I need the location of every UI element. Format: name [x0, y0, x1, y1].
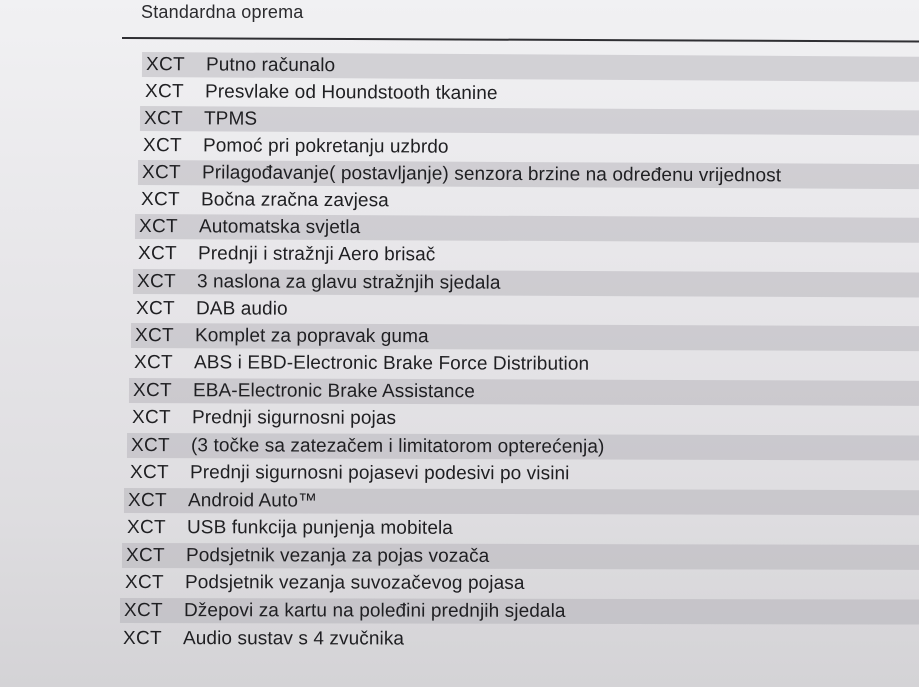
option-code: XCT [137, 270, 177, 292]
option-code: XCT [142, 134, 182, 156]
equipment-row [135, 214, 919, 243]
equipment-label: Bočna zračna zavjesa [200, 188, 389, 211]
equipment-label: Prilagođavanje( postavljanje) senzora brzine na određenu vrijednost [201, 161, 781, 186]
equipment-row [119, 626, 919, 652]
equipment-label: DAB audio [196, 297, 288, 319]
equipment-row [142, 52, 919, 82]
equipment-label: Audio sustav s 4 zvučnika [182, 627, 405, 649]
equipment-row [134, 241, 919, 270]
equipment-row [141, 79, 919, 109]
option-code: XCT [125, 571, 165, 593]
option-code: XCT [133, 351, 173, 373]
equipment-row [127, 433, 919, 461]
equipment-row [140, 106, 919, 135]
equipment-label: Podsjetnik vezanja za pojas vozača [186, 544, 490, 567]
equipment-row [120, 598, 919, 625]
equipment-row [123, 515, 919, 542]
equipment-row [131, 323, 919, 351]
equipment-row [129, 378, 919, 406]
equipment-label: Prednji sigurnosni pojasevi podesivi po visini [189, 461, 570, 484]
equipment-label: ABS i EBD-Electronic Brake Force Distribution [193, 352, 590, 375]
option-code: XCT [129, 461, 169, 483]
option-code: XCT [140, 188, 180, 210]
equipment-label: TPMS [203, 107, 258, 130]
option-code: XCT [127, 516, 167, 538]
option-code: XCT [145, 53, 185, 75]
equipment-label: EBA-Electronic Brake Assistance [192, 379, 475, 402]
equipment-label: Putno računalo [205, 53, 336, 76]
option-code: XCT [131, 406, 171, 428]
equipment-label: Komplet za popravak guma [194, 324, 429, 347]
equipment-label: Prednji sigurnosni pojas [191, 406, 396, 429]
equipment-label: USB funkcija punjenja mobitela [187, 516, 454, 539]
equipment-row [122, 543, 919, 570]
equipment-row [138, 160, 919, 189]
equipment-label: 3 naslona za glavu stražnjih sjedala [197, 270, 501, 293]
equipment-label: Android Auto™ [188, 489, 318, 511]
option-code: XCT [139, 215, 179, 237]
equipment-row [132, 296, 919, 324]
option-code: XCT [126, 544, 166, 566]
option-code: XCT [123, 599, 163, 621]
equipment-row [136, 187, 919, 216]
equipment-row [133, 269, 919, 297]
equipment-label: (3 točke sa zatezačem i limitatorom opterećenja) [190, 434, 605, 457]
option-code: XCT [130, 434, 170, 456]
equipment-row [125, 460, 919, 487]
option-code: XCT [136, 297, 176, 319]
option-code: XCT [132, 379, 172, 401]
option-code: XCT [122, 627, 162, 649]
section-title: Standardna oprema [141, 2, 304, 22]
equipment-row [130, 350, 919, 378]
equipment-row [121, 570, 919, 597]
option-code: XCT [144, 80, 184, 102]
option-code: XCT [141, 161, 181, 183]
equipment-label: Automatska svjetla [199, 215, 361, 238]
option-code: XCT [143, 107, 183, 129]
equipment-label: Prednji i stražnji Aero brisač [198, 243, 436, 266]
equipment-label: Pomoć pri pokretanju uzbrdo [202, 134, 449, 158]
equipment-label: Džepovi za kartu na poleđini prednjih sjedala [183, 599, 566, 622]
option-code: XCT [138, 242, 178, 264]
equipment-label: Presvlake od Houndstooth tkanine [204, 80, 498, 104]
option-code: XCT [134, 324, 174, 346]
option-code: XCT [128, 489, 168, 511]
equipment-row [124, 488, 919, 515]
equipment-label: Podsjetnik vezanja suvozačevog pojasa [185, 571, 525, 594]
equipment-row [139, 133, 919, 162]
equipment-row [128, 405, 919, 433]
